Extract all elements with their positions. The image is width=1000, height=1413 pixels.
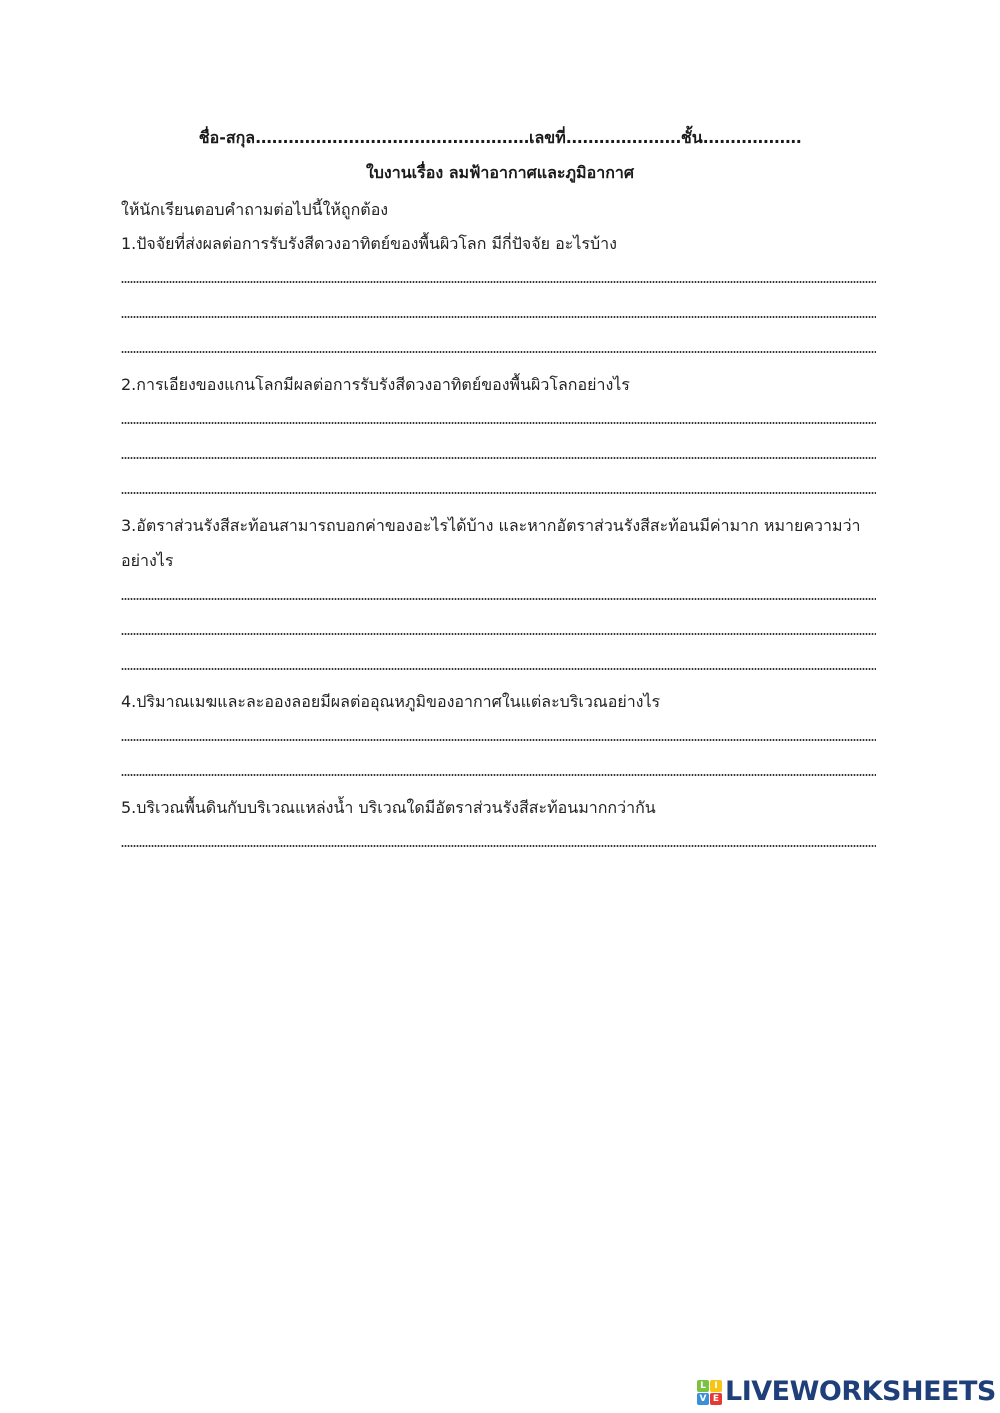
answer-1-line-2[interactable]	[121, 316, 876, 318]
question-2-text: 2.การเอียงของแกนโลกมีผลต่อการรับรังสีดวงอาทิตย์ของพื้นผิวโลกอย่างไร	[121, 375, 630, 394]
answer-2-line-2[interactable]	[121, 457, 876, 459]
class-field[interactable]: ..................	[702, 128, 802, 147]
logo-block-e: E	[710, 1393, 722, 1405]
answer-3-line-3[interactable]	[121, 668, 876, 670]
answer-4-line-1[interactable]	[121, 739, 876, 741]
logo-block-i: I	[710, 1380, 722, 1392]
question-4-text: 4.ปริมาณเมฆและละอองลอยมีผลต่ออุณหภูมิของอากาศในแต่ละบริเวณอย่างไร	[121, 692, 661, 711]
answer-3-line-2[interactable]	[121, 633, 876, 635]
question-5-text: 5.บริเวณพื้นดินกับบริเวณแหล่งน้ำ บริเวณใดมีอัตราส่วนรังสีสะท้อนมากกว่ากัน	[121, 798, 656, 817]
question-1-text: 1.ปัจจัยที่ส่งผลต่อการรับรังสีดวงอาทิตย์ของพื้นผิวโลก มีกี่ปัจจัย อะไรบ้าง	[121, 234, 617, 253]
question-3-text-line-2: อย่างไร	[121, 551, 174, 570]
answer-5-line-1[interactable]	[121, 845, 876, 847]
class-label: ชั้น	[680, 128, 703, 147]
liveworksheets-logo[interactable]	[697, 1377, 996, 1407]
name-label: ชื่อ-สกุล	[198, 128, 256, 147]
answer-2-line-3[interactable]	[121, 492, 876, 494]
worksheet-title: ใบงานเรื่อง ลมฟ้าอากาศและภูมิอากาศ	[365, 163, 635, 182]
number-label: เลขที่	[529, 128, 566, 147]
answer-2-line-1[interactable]	[121, 422, 876, 424]
question-3-text-line-1: 3.อัตราส่วนรังสีสะท้อนสามารถบอกค่าของอะไรได้บ้าง และหากอัตราส่วนรังสีสะท้อนมีค่ามาก หมายความว่า	[121, 516, 861, 535]
student-info-line	[0, 126, 1000, 151]
live-blocks-icon	[697, 1380, 722, 1405]
name-field[interactable]: ..................................................	[255, 128, 530, 147]
logo-block-l: L	[697, 1380, 709, 1392]
instruction-text: ให้นักเรียนตอบคำถามต่อไปนี้ให้ถูกต้อง	[121, 200, 389, 219]
answer-1-line-3[interactable]	[121, 351, 876, 353]
logo-block-v: V	[697, 1393, 709, 1405]
logo-wordmark: LIVEWORKSHEETS	[725, 1376, 996, 1407]
answer-1-line-1[interactable]	[121, 281, 876, 283]
answer-3-line-1[interactable]	[121, 598, 876, 600]
answer-4-line-2[interactable]	[121, 774, 876, 776]
number-field[interactable]: .....................	[565, 128, 681, 147]
